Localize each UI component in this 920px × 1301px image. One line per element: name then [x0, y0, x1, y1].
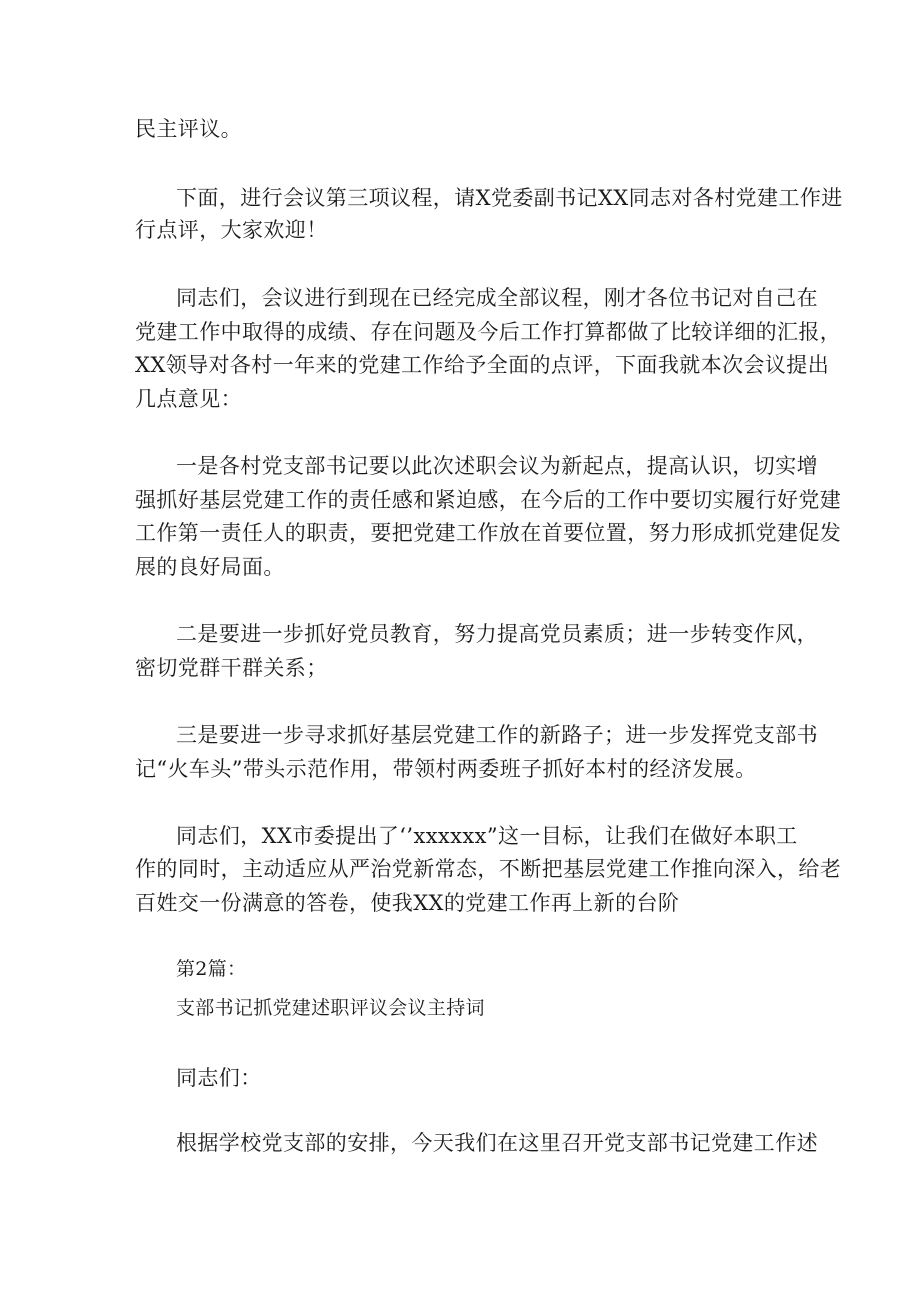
text-line: 同志们，会议进行到现在已经完成全部议程，刚才各位书记对自己在: [176, 286, 818, 310]
section-title: 支部书记抓党建述职评议会议主持词: [176, 997, 485, 1019]
text-line: 三是要进一步寻求抓好基层党建工作的新路子；进一步发挥党支部书: [176, 723, 818, 747]
section-label: 第2篇：: [176, 958, 247, 980]
text-line: 几点意见：: [135, 387, 242, 411]
text-line: XX领导对各村一年来的党建工作给予全面的点评，下面我就本次会议提出: [135, 353, 830, 377]
text-line: 百姓交一份满意的答卷，使我XX的党建工作再上新的台阶: [135, 891, 680, 915]
text-line: 作的同时，主动适应从严治党新常态，不断把基层党建工作推向深入，给老: [135, 857, 842, 881]
text-line: 记“火车头”带头示范作用，带领村两委班子抓好本村的经济发展。: [135, 757, 757, 781]
text-line: 党建工作中取得的成绩、存在问题及今后工作打算都做了比较详细的汇报，: [135, 320, 842, 344]
text-line: 同志们，XX市委提出了‘’xxxxxx”这一目标，让我们在做好本职工: [176, 824, 798, 848]
text-line: 二是要进一步抓好党员教育，努力提高党员素质；进一步转变作风，: [176, 622, 818, 646]
text-line: 根据学校党支部的安排，今天我们在这里召开党支部书记党建工作述: [176, 1131, 818, 1155]
text-line: 展的良好局面。: [135, 555, 285, 579]
text-line: 一是各村党支部书记要以此次述职会议为新起点，提高认识，切实增: [176, 454, 818, 478]
text-line: 民主评议。: [135, 117, 242, 141]
text-line: 密切党群干群关系；: [135, 656, 328, 680]
text-line: 行点评，大家欢迎！: [135, 218, 328, 242]
text-line: 强抓好基层党建工作的责任感和紧迫感，在今后的工作中要切实履行好党建: [135, 488, 842, 512]
text-line: 工作第一责任人的职责，要把党建工作放在首要位置，努力形成抓党建促发: [135, 521, 842, 545]
greeting-line: 同志们：: [176, 1066, 262, 1090]
text-line: 下面，进行会议第三项议程，请X党委副书记XX同志对各村党建工作进: [176, 186, 843, 210]
